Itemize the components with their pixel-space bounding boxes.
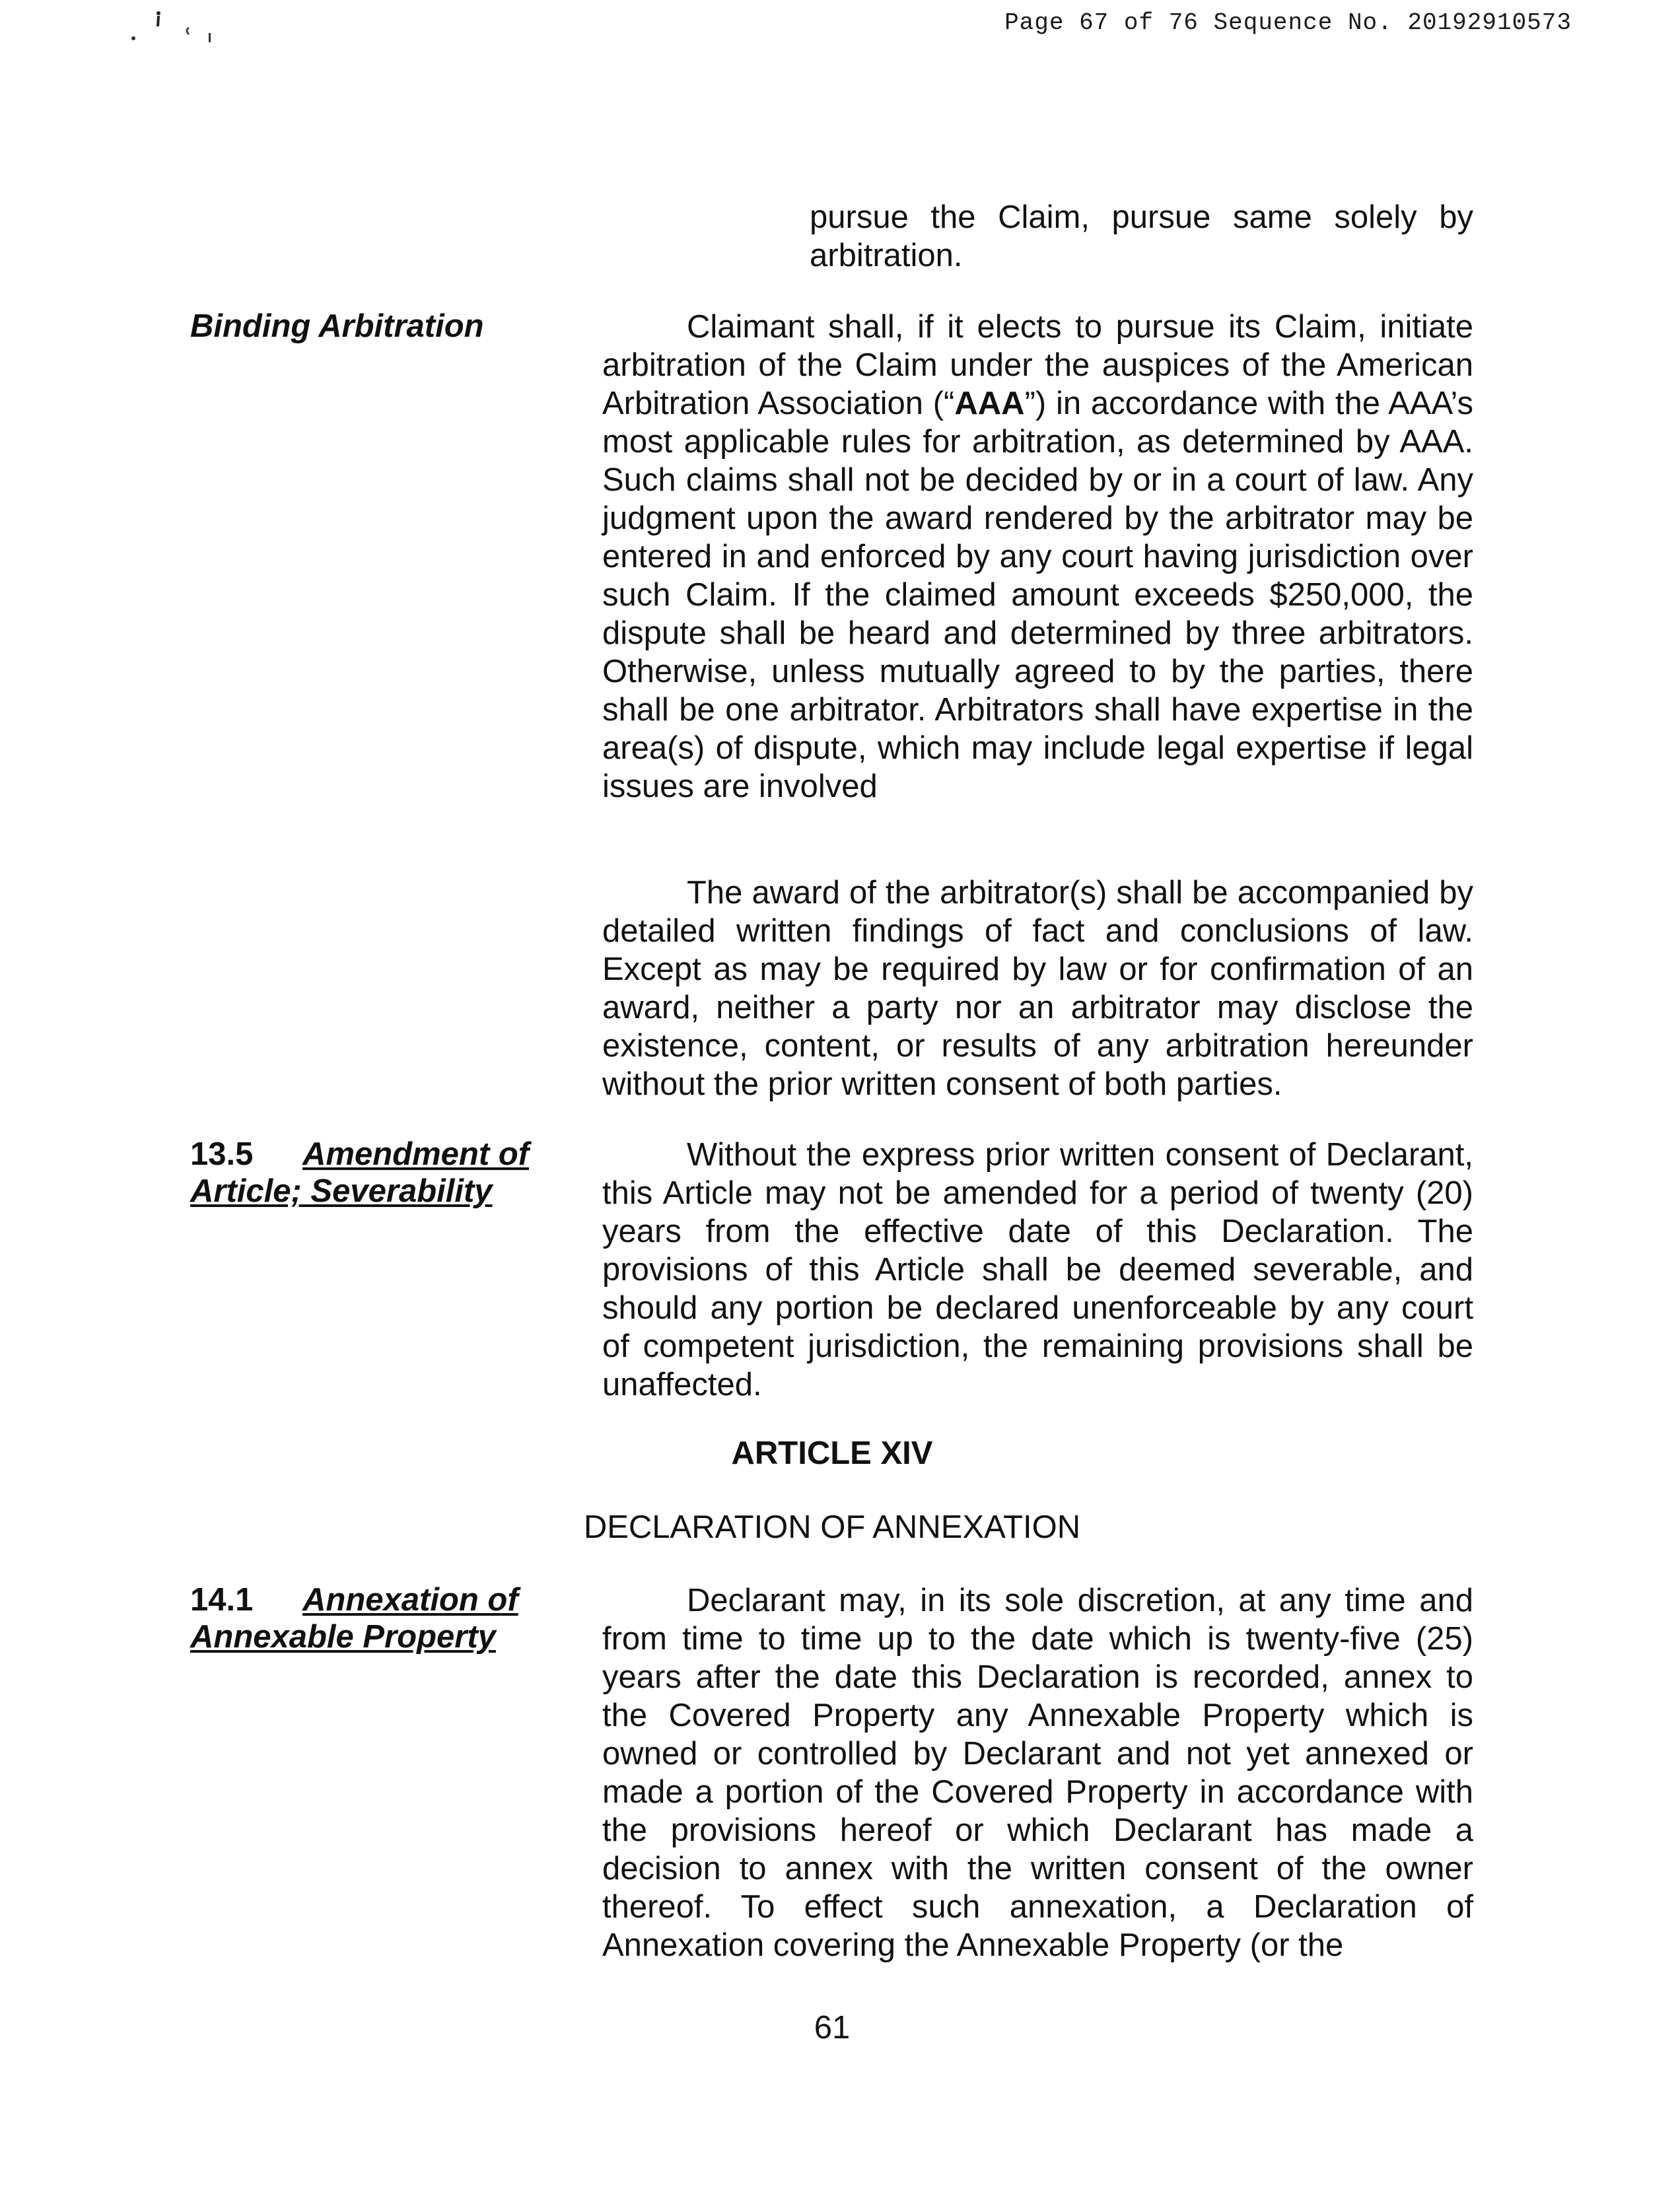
- section-13-5-title-line2: Article; Severability: [190, 1173, 493, 1209]
- article-label: ARTICLE XIV: [731, 1435, 933, 1471]
- arbitration-award-paragraph: The award of the arbitrator(s) shall be accompanied by detailed written findings of fact and conclusions of law. Except as may be required by law or for confirmation of an award, neither a party nor an arbitrator may disclose the existence, content, or results of any arbitration hereunder without the prior written consent of both parties.: [602, 875, 1473, 1102]
- section-14-1-title-line2: Annexable Property: [190, 1619, 496, 1655]
- section-13-5-heading: [190, 1136, 560, 1210]
- section-13-5-paragraph: Without the express prior written consent of Declarant, this Article may not be amended for a period of twenty (20) years from the effective date of this Declaration. The provisions of this Article shall be deemed severable, and should any portion be declared unenforceable by any court of competent jurisdiction, the remaining provisions shall be unaffected.: [602, 1137, 1473, 1402]
- section-14-1-number: 14.1: [190, 1582, 254, 1618]
- section-14-1-paragraph: Declarant may, in its sole discretion, at any time and from time to time up to the date which is twenty-five (25) years after the date this Declaration is recorded, annex to the Covered Property any Annexable Property which is owned or controlled by Declarant and not yet annexed or made a portion of the Covered Property in accordance with the provisions hereof or which Declarant has made a decision to annex with the written consent of the owner thereof. To effect such annexation, a Declaration of Annexation covering the Annexable Property (or the: [602, 1583, 1473, 1963]
- scan-specks: [125, 7, 238, 46]
- section-13-5-title-line1: Amendment of: [302, 1136, 529, 1172]
- article-title: DECLARATION OF ANNEXATION: [583, 1509, 1081, 1545]
- aaa-defined-term: AAA: [954, 386, 1025, 421]
- binding-arbitration-paragraph: [602, 308, 1473, 806]
- continuation-paragraph: pursue the Claim, pursue same solely by arbitration.: [810, 199, 1473, 273]
- scan-header: [885, 9, 1572, 36]
- binding-arbitration-heading: Binding Arbitration: [190, 308, 484, 344]
- section-13-5-number: 13.5: [190, 1136, 254, 1172]
- section-14-1-heading: [190, 1581, 560, 1655]
- header-page-label: Page 67 of 76 Sequence No. 20192910573: [1004, 9, 1572, 36]
- binding-paragraph-part-2: ”) in accordance with the AAA’s most applicable rules for arbitration, as determined by AAA. Such claims shall not be decided by or in a court of law. Any judgment upon the award rendered by the arbitrator may be entered in and enforced by any court having jurisdiction over such Claim. If the claimed amount exceeds $250,000, the dispute shall be heard and determined by three arbitrators. Otherwise, unless mutually agreed to by the parties, there shall be one arbitrator. Arbitrators shall have expertise in the area(s) of dispute, which may include legal expertise if legal issues are involved: [602, 386, 1473, 804]
- binding-paragraph-part-1: Claimant shall, if it elects to pursue its Claim, initiate arbitration of the Claim under the auspices of the American Arbitration Association (“: [602, 309, 1473, 421]
- section-14-1-title-line1: Annexation of: [302, 1582, 518, 1618]
- page-number: 61: [814, 2010, 851, 2046]
